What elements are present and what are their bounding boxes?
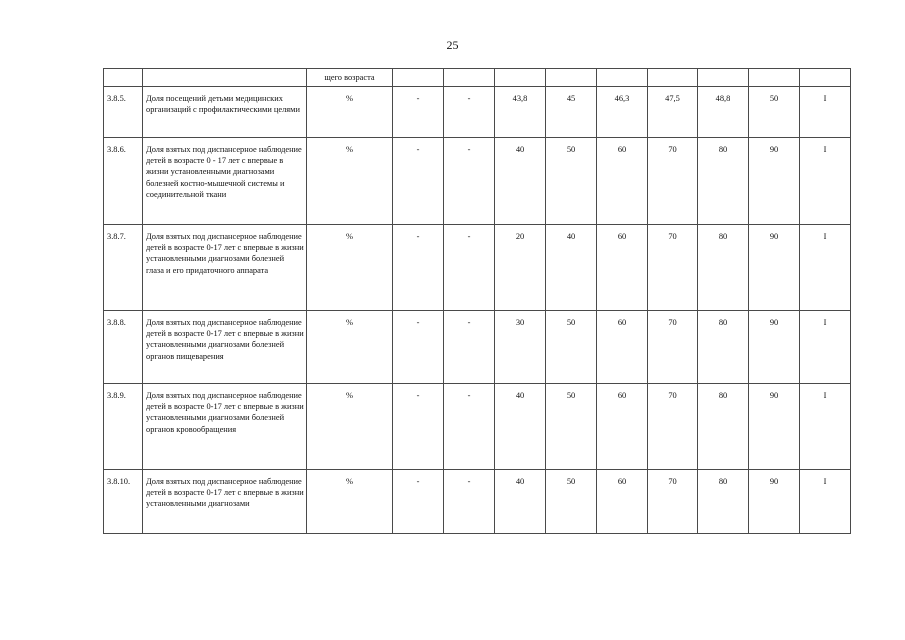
value-cell: 40 — [546, 225, 597, 311]
value-cell: I — [800, 470, 851, 534]
value-cell: 40 — [495, 138, 546, 225]
value-cell: 47,5 — [648, 87, 698, 138]
table-row — [104, 311, 851, 384]
value-cell: 90 — [749, 225, 800, 311]
value-cell: 90 — [749, 311, 800, 384]
indicator-unit: % — [307, 470, 393, 534]
table-cell — [143, 69, 307, 87]
value-cell: - — [393, 384, 444, 470]
table-cell — [800, 69, 851, 87]
value-cell: - — [393, 87, 444, 138]
value-cell: - — [444, 87, 495, 138]
value-cell: 60 — [597, 470, 648, 534]
value-cell: - — [444, 470, 495, 534]
table-cell — [698, 69, 749, 87]
value-cell: 90 — [749, 470, 800, 534]
table-cell — [648, 69, 698, 87]
indicator-name: Доля взятых под диспансерное наблюдение детей в возрасте 0-17 лет с впервые в жизни установленными диагнозами — [143, 470, 307, 534]
value-cell: 50 — [546, 311, 597, 384]
indicator-unit: % — [307, 138, 393, 225]
indicator-code: 3.8.9. — [104, 384, 143, 470]
value-cell: 70 — [648, 225, 698, 311]
value-cell: 46,3 — [597, 87, 648, 138]
value-cell: - — [444, 384, 495, 470]
indicator-code: 3.8.7. — [104, 225, 143, 311]
page-number: 25 — [446, 38, 459, 52]
value-cell: I — [800, 384, 851, 470]
value-cell: 60 — [597, 225, 648, 311]
value-cell: - — [444, 138, 495, 225]
value-cell: 80 — [698, 138, 749, 225]
value-cell: 20 — [495, 225, 546, 311]
indicator-name: Доля взятых под диспансерное наблюдение детей в возрасте 0-17 лет с впервые в жизни установленными диагнозами болезней органов кровообращения — [143, 384, 307, 470]
table-cell — [393, 69, 444, 87]
table-cell — [546, 69, 597, 87]
table-row — [104, 87, 851, 138]
value-cell: 60 — [597, 311, 648, 384]
value-cell: 50 — [546, 470, 597, 534]
value-cell: 80 — [698, 470, 749, 534]
value-cell: 70 — [648, 470, 698, 534]
value-cell: 30 — [495, 311, 546, 384]
value-cell: 60 — [597, 384, 648, 470]
indicator-name: Доля взятых под диспансерное наблюдение детей в возрасте 0 - 17 лет с впервые в жизни установленными диагнозами болезней костно-мышечной системы и соединительной ткани — [143, 138, 307, 225]
value-cell: 70 — [648, 138, 698, 225]
value-cell: - — [393, 311, 444, 384]
value-cell: - — [444, 311, 495, 384]
table-continuation-row — [104, 69, 851, 87]
table-row — [104, 225, 851, 311]
value-cell: 70 — [648, 311, 698, 384]
value-cell: 50 — [749, 87, 800, 138]
value-cell: I — [800, 311, 851, 384]
indicator-unit: % — [307, 384, 393, 470]
value-cell: 80 — [698, 311, 749, 384]
value-cell: I — [800, 87, 851, 138]
table-row — [104, 470, 851, 534]
indicator-code: 3.8.8. — [104, 311, 143, 384]
indicator-name: Доля посещений детьми медицинских организаций с профилактическими целями — [143, 87, 307, 138]
indicator-unit: % — [307, 311, 393, 384]
indicator-code: 3.8.5. — [104, 87, 143, 138]
value-cell: 60 — [597, 138, 648, 225]
table-cell — [597, 69, 648, 87]
value-cell: 80 — [698, 225, 749, 311]
value-cell: 90 — [749, 138, 800, 225]
continuation-text: щего возраста — [307, 69, 393, 87]
value-cell: 40 — [495, 470, 546, 534]
value-cell: I — [800, 138, 851, 225]
indicator-table — [103, 68, 851, 534]
value-cell: - — [393, 225, 444, 311]
table-row — [104, 138, 851, 225]
indicator-code: 3.8.10. — [104, 470, 143, 534]
indicator-name: Доля взятых под диспансерное наблюдение детей в возрасте 0-17 лет с впервые в жизни установленными диагнозами болезней глаза и его придаточного аппарата — [143, 225, 307, 311]
indicator-unit: % — [307, 225, 393, 311]
table-cell — [444, 69, 495, 87]
value-cell: 80 — [698, 384, 749, 470]
indicator-code: 3.8.6. — [104, 138, 143, 225]
indicator-name: Доля взятых под диспансерное наблюдение детей в возрасте 0-17 лет с впервые в жизни установленными диагнозами болезней органов пищеварения — [143, 311, 307, 384]
table-cell — [749, 69, 800, 87]
value-cell: 45 — [546, 87, 597, 138]
value-cell: 43,8 — [495, 87, 546, 138]
value-cell: 90 — [749, 384, 800, 470]
table-row — [104, 384, 851, 470]
value-cell: 40 — [495, 384, 546, 470]
table-cell — [104, 69, 143, 87]
value-cell: - — [393, 470, 444, 534]
value-cell: - — [393, 138, 444, 225]
value-cell: 70 — [648, 384, 698, 470]
value-cell: 48,8 — [698, 87, 749, 138]
value-cell: 50 — [546, 384, 597, 470]
value-cell: 50 — [546, 138, 597, 225]
value-cell: - — [444, 225, 495, 311]
value-cell: I — [800, 225, 851, 311]
table-cell — [495, 69, 546, 87]
indicator-unit: % — [307, 87, 393, 138]
